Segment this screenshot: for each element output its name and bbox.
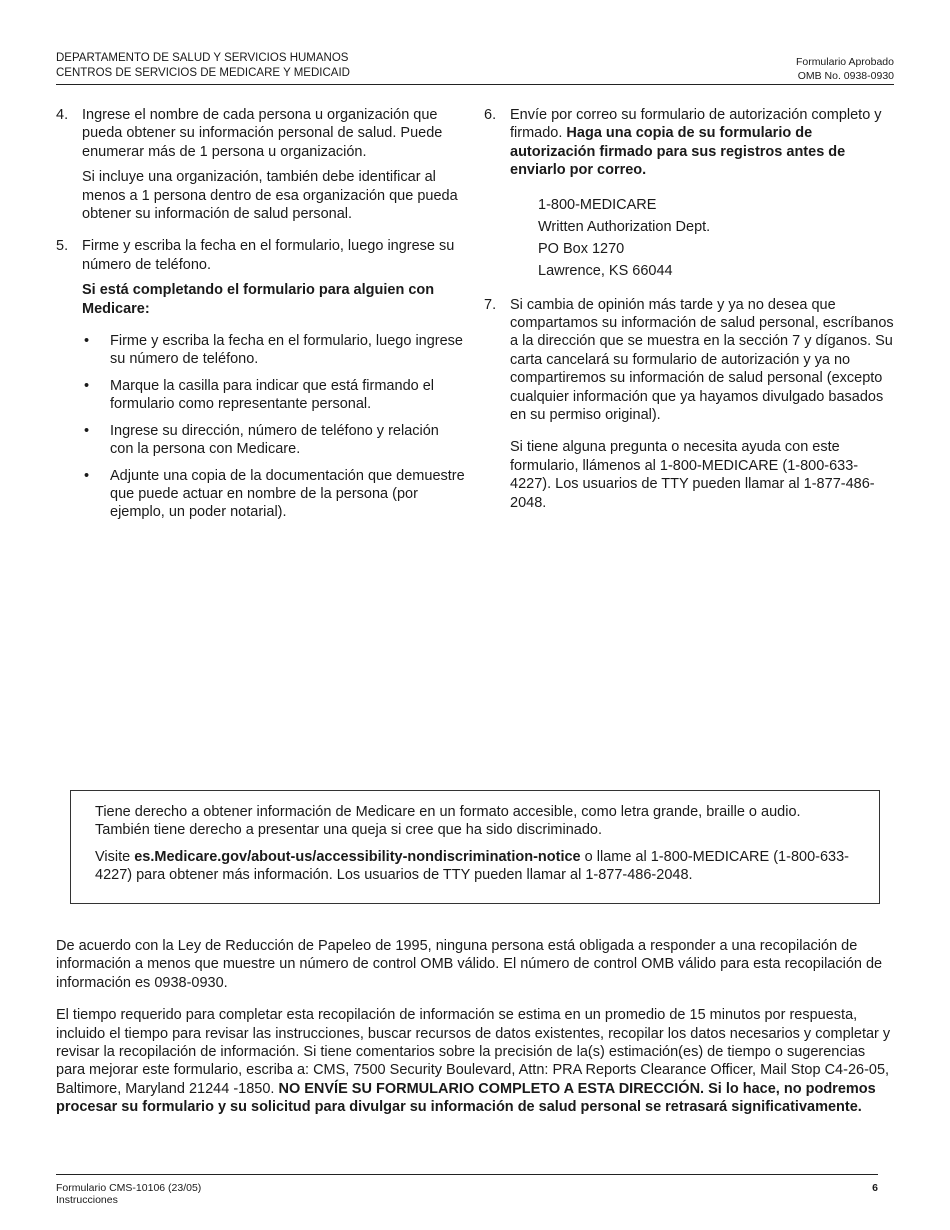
page-footer — [56, 1174, 878, 1206]
instruction-item-7 — [484, 296, 896, 512]
address-line: PO Box 1270 — [538, 240, 625, 257]
bullet-list — [82, 332, 466, 522]
address-line: Written Authorization Dept. — [538, 218, 711, 235]
item-text — [510, 106, 896, 180]
bullet-item — [82, 377, 466, 414]
bullet-text: Ingrese su dirección, número de teléfono y relación con la persona con Medicare. — [110, 422, 439, 458]
pra-paragraph: De acuerdo con la Ley de Reducción de Papeleo de 1995, ninguna persona está obligada a responder a una recopilación de información a menos que muestre un número de control OMB válido. El número de control OMB válido para esta recopilación de información es 0938-0930. — [56, 938, 883, 991]
bullet-text: Adjunte una copia de la documentación que demuestre que puede actuar en nombre de la persona (por ejemplo, un poder notarial). — [110, 467, 465, 521]
right-column — [484, 106, 896, 526]
address-line: Lawrence, KS 66044 — [538, 262, 673, 279]
bullet-text: Firme y escriba la fecha en el formulario, luego ingrese su número de teléfono. — [110, 333, 463, 368]
paperwork-reduction-statement — [56, 937, 896, 1131]
mailing-address — [538, 194, 896, 282]
bullet-icon: • — [84, 377, 90, 394]
subheading: Si está completando el formulario para alguien con Medicare: — [82, 282, 435, 317]
bullet-icon: • — [84, 333, 90, 350]
bullet-icon: • — [84, 467, 90, 484]
agency-line-1: DEPARTAMENTO DE SALUD Y SERVICIOS HUMANOS — [56, 52, 349, 64]
item-number: 6. — [484, 107, 497, 123]
notice-contact — [95, 848, 855, 885]
item-number: 4. — [56, 107, 69, 123]
approval-line-1: Formulario Aprobado — [795, 56, 894, 68]
form-id: Formulario CMS-10106 (23/05) — [56, 1182, 202, 1194]
bullet-icon: • — [84, 422, 90, 439]
omb-approval — [796, 55, 894, 83]
bullet-item — [82, 332, 466, 369]
instruction-item-4 — [56, 106, 466, 223]
item-text: Firme y escriba la fecha en el formulario, luego ingrese su número de teléfono. — [82, 238, 455, 273]
instruction-item-5 — [56, 237, 466, 521]
left-column — [56, 106, 466, 536]
item-text: Si tiene alguna pregunta o necesita ayuda con este formulario, llámenos al 1-800-MEDICARE (1-800-633-4227). Los usuarios de TTY pueden llamar al 1-877-486-2048. — [510, 439, 875, 511]
agency-line-2: CENTROS DE SERVICIOS DE MEDICARE Y MEDICAID — [56, 67, 350, 79]
address-line: 1-800-MEDICARE — [538, 196, 657, 213]
item-text: Si cambia de opinión más tarde y ya no desea que compartamos su información de salud personal, escríbanos a la dirección que se muestra en la sección 7 y díganos. Su carta cancelará su formulario de autorización y ya no compartiremos su información de salud personal (excepto cualquier información que ya hayamos divulgado basados en su permiso original). — [510, 296, 894, 424]
bullet-item — [82, 467, 466, 522]
item-text-regular: Envíe por correo su formulario de autorización completo y firmado. — [510, 107, 882, 142]
item-number: 5. — [56, 238, 69, 255]
item-text-bold: Haga una copia de su formulario de autorización firmado para sus registros antes de enviarlo por correo. — [510, 125, 846, 179]
form-type: Instrucciones — [56, 1194, 118, 1206]
pra-warning: NO ENVÍE SU FORMULARIO COMPLETO A ESTA DIRECCIÓN. Si lo hace, no podremos procesar su formulario y su solicitud para divulgar su información de salud personal se retrasará significativamente. — [56, 1080, 876, 1116]
item-number: 7. — [484, 296, 497, 313]
pra-text: El tiempo requerido para completar esta recopilación de información se estima en un promedio de 15 minutos por respuesta, incluido el tiempo para revisar las instrucciones, buscar recursos de datos existentes, recopilar los datos necesarios y completar y revisar la recopilación de información. Si tiene comentarios sobre la precisión de la(s) estimación(es) de tiempo o sugerencias para mejorar este formulario, escriba a: CMS, 7500 Security Boulevard, Attn: PRA Reports Clearance Officer, Mail Stop C4-26-05, Baltimore, Maryland 21244 -1850. — [56, 1007, 891, 1097]
instruction-item-6 — [484, 106, 896, 282]
bullet-item — [82, 422, 466, 459]
page-number: 6 — [872, 1182, 878, 1194]
item-text: Si incluye una organización, también debe identificar al menos a 1 persona dentro de esa organización que pueda obtener su información de salud personal. — [82, 169, 458, 223]
agency-name — [56, 51, 350, 81]
notice-text: o llame al 1-800-MEDICARE (1-800-633-4227) para obtener más información. Los usuarios de TTY pueden llamar al 1-877-486-2048. — [95, 848, 849, 884]
accessibility-link[interactable]: es.Medicare.gov/about-us/accessibility-nondiscrimination-notice — [134, 848, 581, 865]
accessibility-notice-box — [70, 790, 880, 904]
notice-text: Tiene derecho a obtener información de Medicare en un formato accesible, como letra grande, braille o audio. También tiene derecho a presentar una queja si cree que ha sido discriminado. — [95, 804, 801, 839]
item-text: Ingrese el nombre de cada persona u organización que pueda obtener su información personal de salud. Puede enumerar más de 1 persona u organización. — [82, 107, 443, 160]
page-header — [56, 50, 894, 85]
bullet-text: Marque la casilla para indicar que está firmando el formulario como representante personal. — [110, 377, 435, 413]
notice-text: Visite — [95, 848, 135, 865]
approval-line-2: OMB No. 0938-0930 — [797, 70, 894, 82]
form-identifier — [56, 1182, 201, 1206]
pra-paragraph — [56, 1006, 896, 1116]
